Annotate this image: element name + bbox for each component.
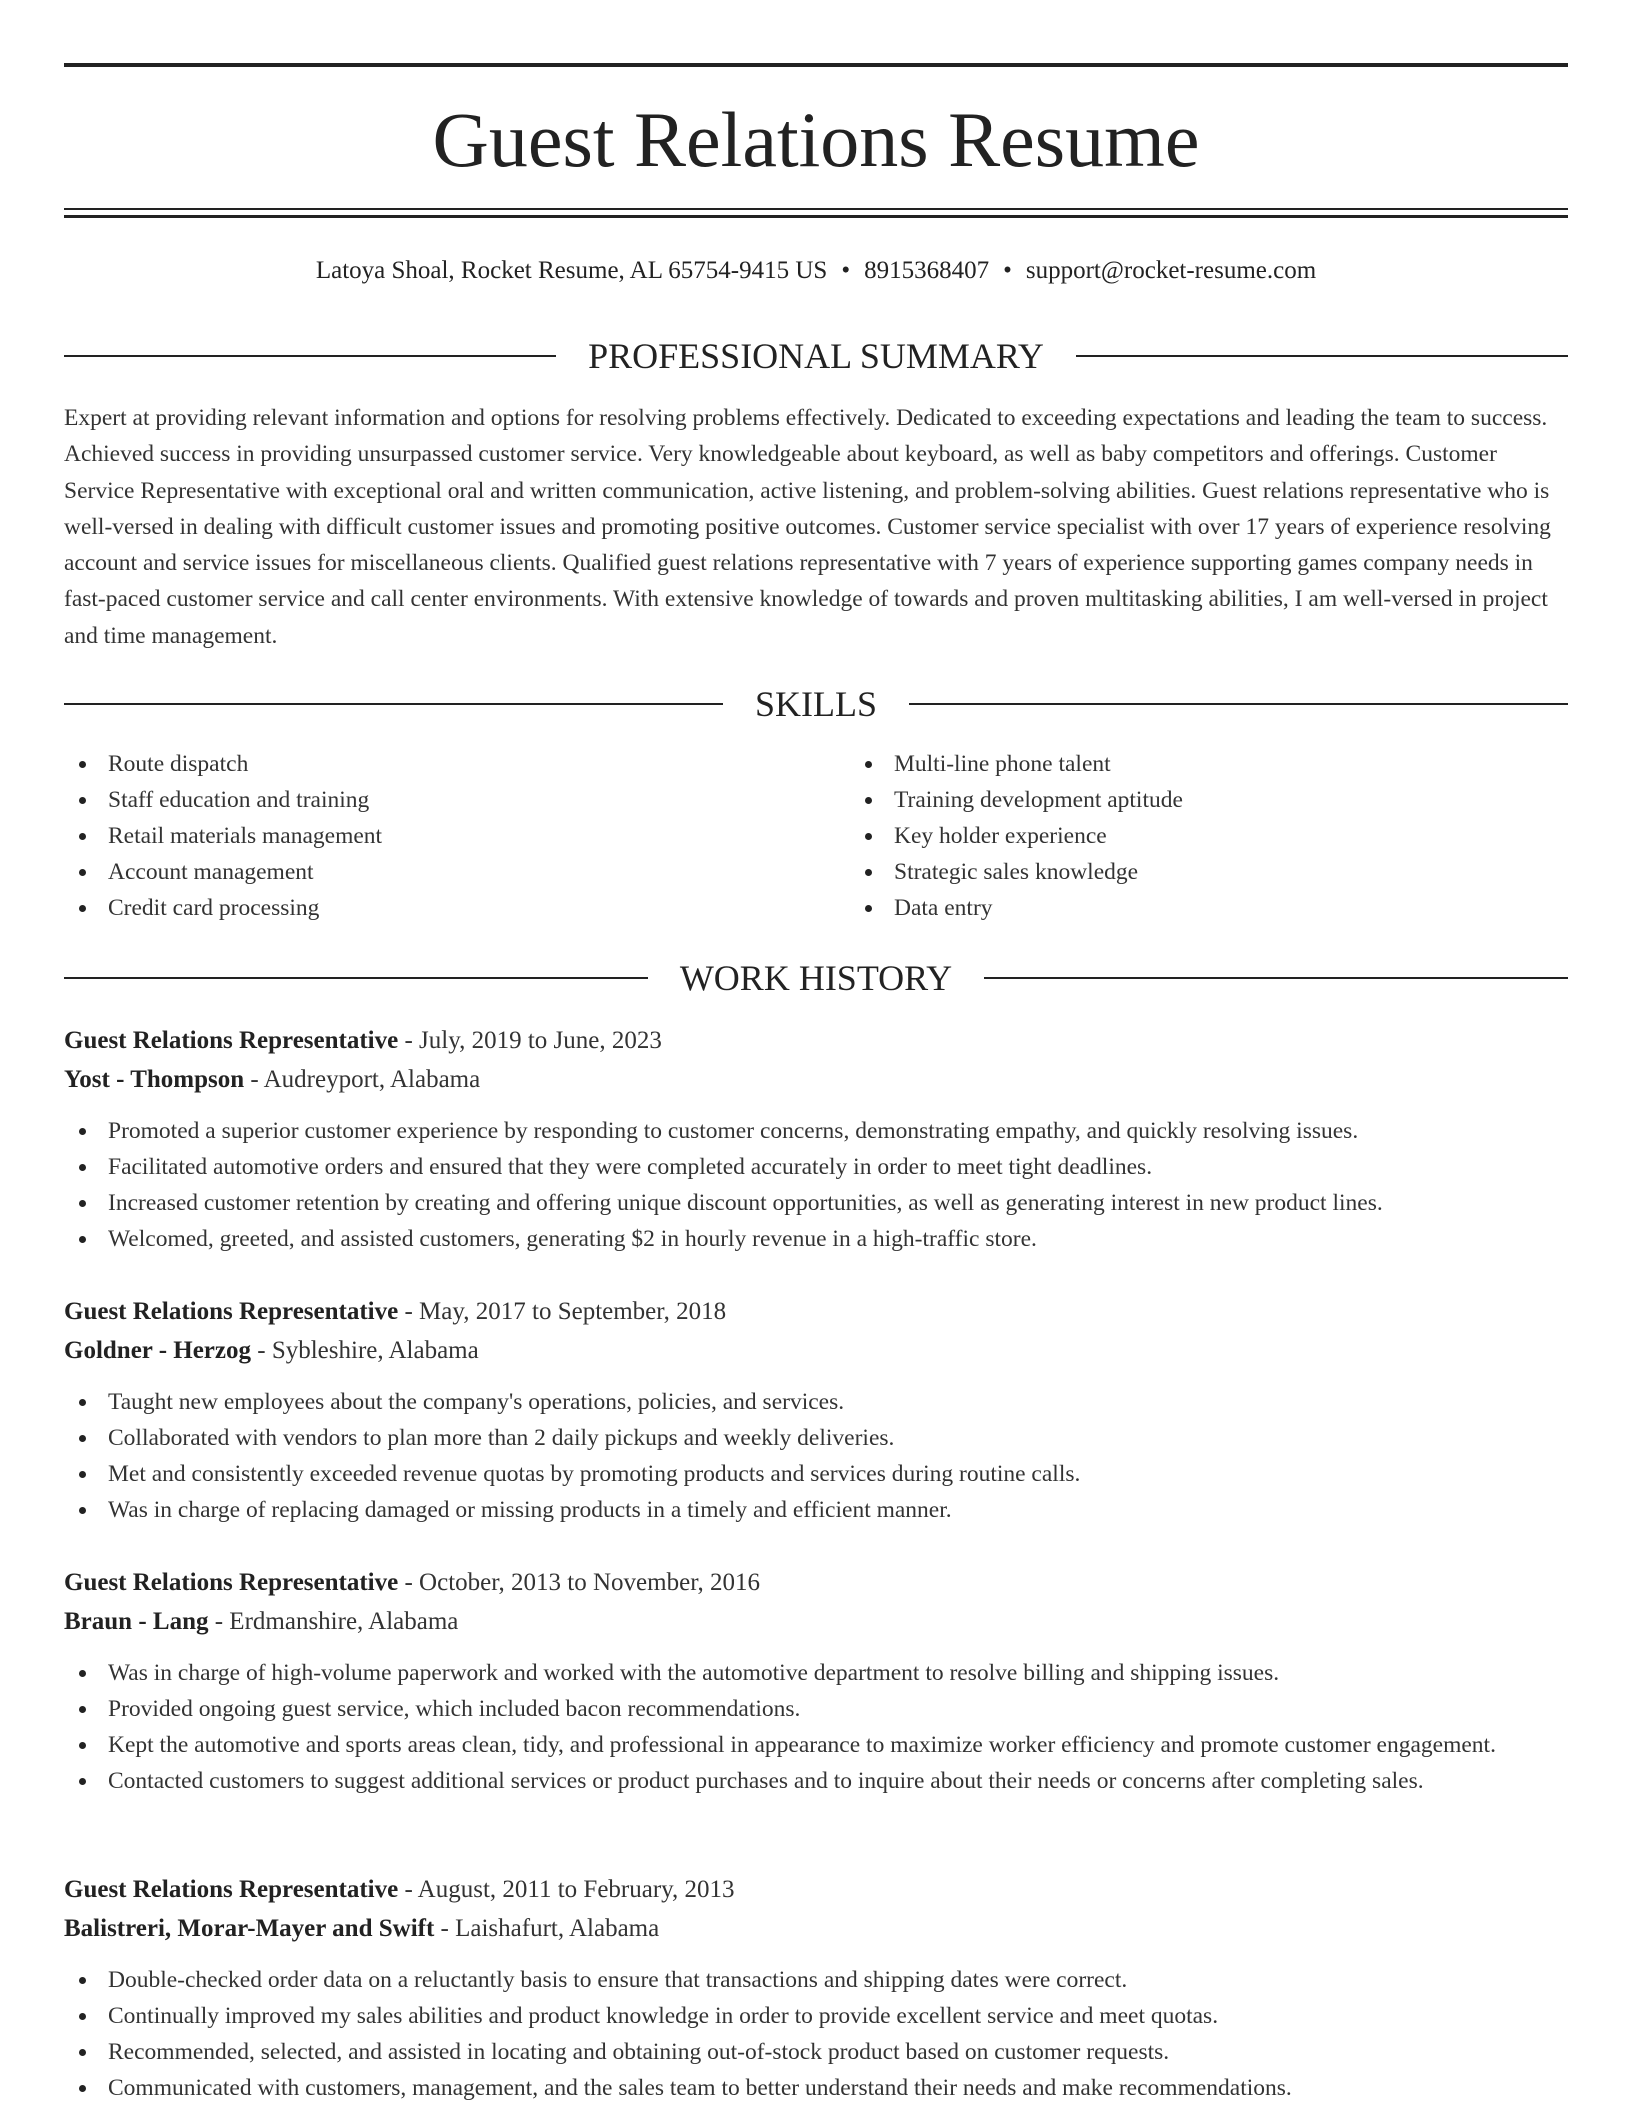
- job-company: Yost - Thompson: [64, 1066, 245, 1093]
- summary-heading: [64, 334, 1568, 378]
- job-location: - Audreyport, Alabama: [244, 1066, 481, 1093]
- job-entry: [64, 1021, 1568, 1257]
- job-bullet: Taught new employees about the company's operations, policies, and services.: [64, 1384, 1568, 1420]
- job-company-line: [64, 1060, 1568, 1099]
- job-bullet: Was in charge of high-volume paperwork and worked with the automotive department to resolve billing and shipping issues.: [64, 1655, 1568, 1691]
- job-bullet: Contacted customers to suggest additional services or product purchases and to inquire about their needs or concerns after completing sales.: [64, 1763, 1568, 1799]
- job-bullet: Met and consistently exceeded revenue quotas by promoting products and services during routine calls.: [64, 1456, 1568, 1492]
- work-heading: [64, 956, 1568, 1000]
- job-bullets: [64, 1655, 1568, 1799]
- header-rule-lower: [64, 215, 1568, 218]
- job-company: Balistreri, Morar-Mayer and Swift: [64, 1915, 435, 1942]
- heading-rule-left: [64, 703, 723, 705]
- contact-email: support@rocket-resume.com: [1025, 257, 1317, 284]
- skill-item: Retail materials management: [64, 818, 816, 854]
- skill-item: Account management: [64, 854, 816, 890]
- skill-item: Data entry: [850, 890, 1568, 926]
- heading-rule-right: [909, 703, 1568, 705]
- contact-phone: 8915368407: [864, 257, 990, 284]
- heading-rule-right: [984, 977, 1568, 979]
- skill-item: Key holder experience: [850, 818, 1568, 854]
- job-role-line: [64, 1563, 1568, 1602]
- skill-item: Credit card processing: [64, 890, 816, 926]
- contact-address: Latoya Shoal, Rocket Resume, AL 65754-9415 US: [315, 257, 828, 284]
- job-location: - Sybleshire, Alabama: [251, 1337, 479, 1364]
- job-dates: - May, 2017 to September, 2018: [398, 1298, 727, 1325]
- job-title: Guest Relations Representative: [64, 1027, 399, 1054]
- skills-heading: [64, 682, 1568, 726]
- job-entry: [64, 1563, 1568, 1799]
- job-title: Guest Relations Representative: [64, 1298, 399, 1325]
- job-bullet: Continually improved my sales abilities and product knowledge in order to provide excellent service and meet quotas.: [64, 1998, 1568, 2034]
- job-company-line: [64, 1909, 1568, 1948]
- skills-list: [64, 746, 1568, 926]
- job-bullet: Collaborated with vendors to plan more than 2 daily pickups and weekly deliveries.: [64, 1420, 1568, 1456]
- job-location: - Erdmanshire, Alabama: [208, 1608, 459, 1635]
- job-bullet: Recommended, selected, and assisted in locating and obtaining out-of-stock product based on customer requests.: [64, 2034, 1568, 2070]
- job-entry: [64, 1292, 1568, 1528]
- job-bullet: Was in charge of replacing damaged or missing products in a timely and efficient manner.: [64, 1492, 1568, 1528]
- job-entry: [64, 1870, 1568, 2106]
- job-bullet: Communicated with customers, management, and the sales team to better understand their needs and make recommendations.: [64, 2070, 1568, 2106]
- resume-title: Guest Relations Resume: [432, 96, 1200, 183]
- job-location: - Laishafurt, Alabama: [434, 1915, 660, 1942]
- skill-item: Route dispatch: [64, 746, 816, 782]
- skill-item: Staff education and training: [64, 782, 816, 818]
- job-dates: - August, 2011 to February, 2013: [398, 1876, 735, 1903]
- job-role-line: [64, 1870, 1568, 1909]
- job-title: Guest Relations Representative: [64, 1569, 399, 1596]
- job-company: Goldner - Herzog: [64, 1337, 251, 1364]
- heading-rule-left: [64, 977, 648, 979]
- job-role-line: [64, 1021, 1568, 1060]
- skills-heading-label: SKILLS: [755, 684, 878, 724]
- job-bullet: Increased customer retention by creating and offering unique discount opportunities, as well as generating interest in new product lines.: [64, 1185, 1568, 1221]
- job-bullets: [64, 1384, 1568, 1528]
- skill-item: Strategic sales knowledge: [850, 854, 1568, 890]
- job-bullet: Double-checked order data on a reluctantly basis to ensure that transactions and shipping dates were correct.: [64, 1962, 1568, 1998]
- job-role-line: [64, 1292, 1568, 1331]
- job-bullet: Kept the automotive and sports areas clean, tidy, and professional in appearance to maximize worker efficiency and promote customer engagement.: [64, 1727, 1568, 1763]
- work-heading-label: WORK HISTORY: [679, 958, 953, 998]
- job-company-line: [64, 1331, 1568, 1370]
- contact-separator: •: [841, 257, 851, 284]
- job-bullet: Facilitated automotive orders and ensured that they were completed accurately in order to meet tight deadlines.: [64, 1149, 1568, 1185]
- job-bullet: Provided ongoing guest service, which included bacon recommendations.: [64, 1691, 1568, 1727]
- skills-column-right: [816, 746, 1568, 926]
- job-bullets: [64, 1113, 1568, 1257]
- skill-item: Training development aptitude: [850, 782, 1568, 818]
- heading-rule-right: [1076, 355, 1568, 357]
- summary-heading-label: PROFESSIONAL SUMMARY: [588, 336, 1044, 376]
- job-title: Guest Relations Representative: [64, 1876, 399, 1903]
- job-company: Braun - Lang: [64, 1608, 209, 1635]
- header-top-rule: [64, 63, 1568, 67]
- job-bullet: Promoted a superior customer experience by responding to customer concerns, demonstrating empathy, and quickly resolving issues.: [64, 1113, 1568, 1149]
- summary-text: Expert at providing relevant information and options for resolving problems effectively. Dedicated to exceeding expectations and leading the team to success. Achieved success in providing unsurpassed customer service. Very knowledgeable about keyboard, as well as baby competitors and offerings. Customer Service Representative with exceptional oral and written communication, active listening, and problem-solving abilities. Guest relations representative who is well-versed in dealing with difficult customer issues and promoting positive outcomes. Customer service specialist with over 17 years of experience resolving account and service issues for miscellaneous clients. Qualified guest relations representative with 7 years of experience supporting games company needs in fast-paced customer service and call center environments. With extensive knowledge of towards and proven multitasking abilities, I am well-versed in project and time management.: [64, 405, 1551, 649]
- heading-rule-left: [64, 355, 556, 357]
- job-bullet: Welcomed, greeted, and assisted customers, generating $2 in hourly revenue in a high-traffic store.: [64, 1221, 1568, 1257]
- skills-column-left: [64, 746, 816, 926]
- skill-item: Multi-line phone talent: [850, 746, 1568, 782]
- header-rule-upper: [64, 208, 1568, 210]
- job-dates: - October, 2013 to November, 2016: [398, 1569, 761, 1596]
- job-company-line: [64, 1602, 1568, 1641]
- contact-separator: •: [1003, 257, 1012, 284]
- contact-line: [64, 254, 1568, 288]
- job-dates: - July, 2019 to June, 2023: [398, 1027, 662, 1054]
- job-bullets: [64, 1962, 1568, 2106]
